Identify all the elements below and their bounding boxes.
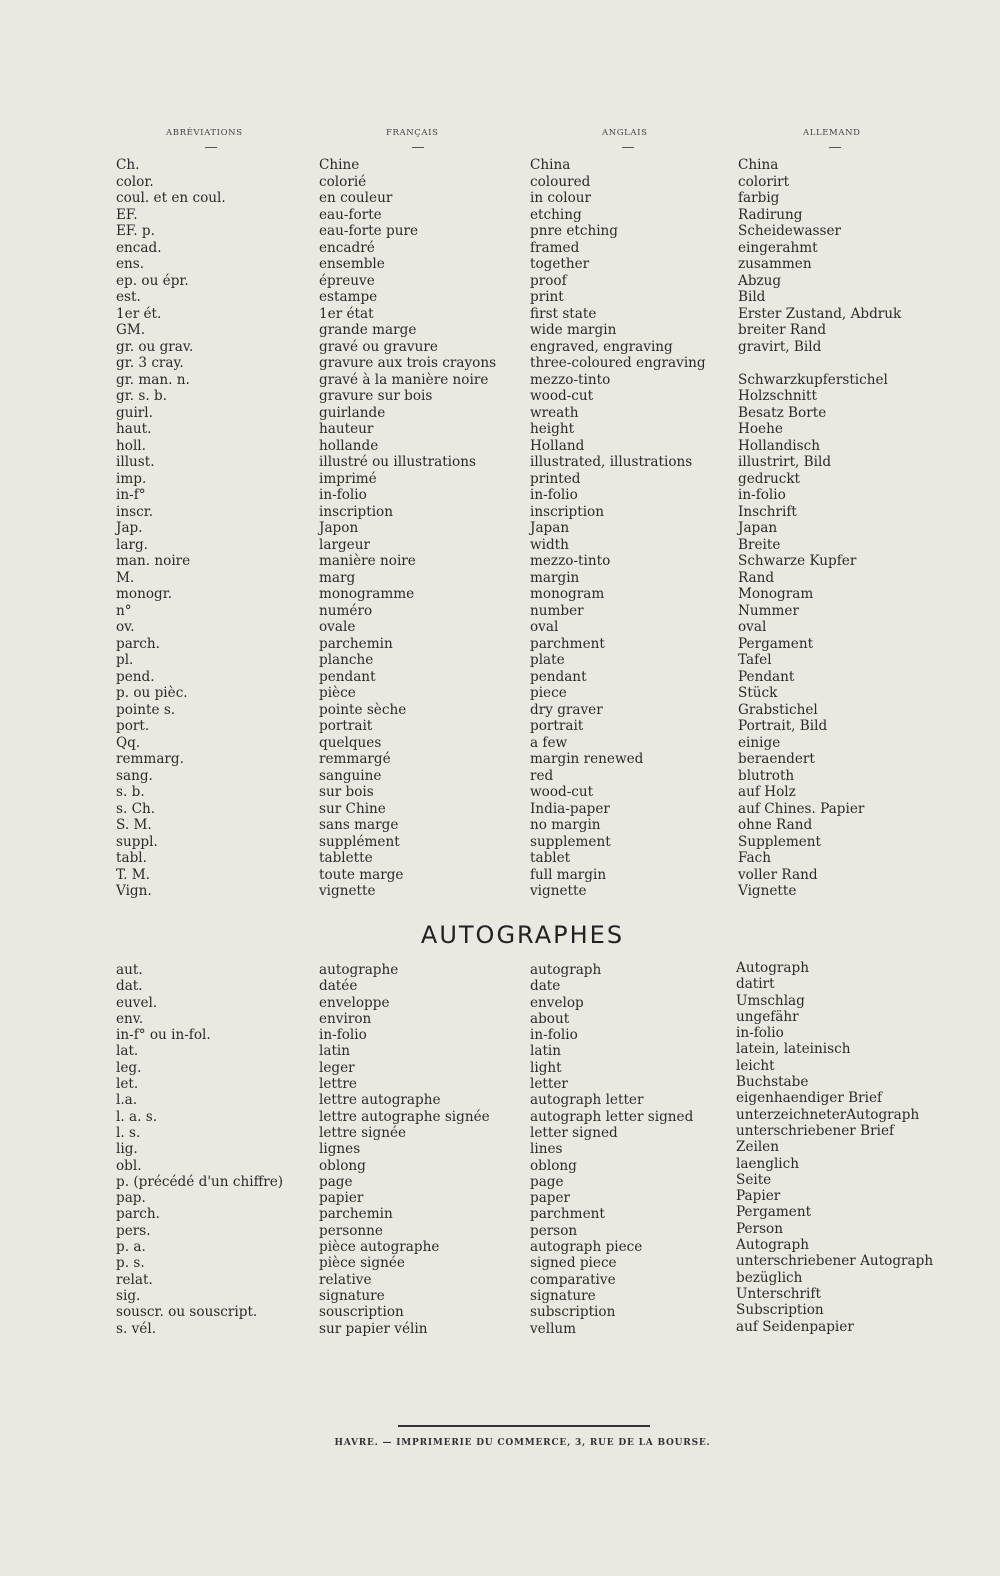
abbreviation-entry: s. b. xyxy=(116,784,145,800)
english-term: three-coloured engraving xyxy=(530,355,706,371)
abbreviation-entry: s. vél. xyxy=(116,1320,157,1337)
english-term: pendant xyxy=(530,668,587,685)
german-term: China xyxy=(738,157,779,173)
french-term: lettre xyxy=(319,1076,357,1093)
header-english: ANGLAIS xyxy=(602,128,648,138)
german-term: gravirt, Bild xyxy=(738,338,822,355)
english-term: China xyxy=(530,157,571,173)
english-term: oval xyxy=(530,619,559,635)
english-term: Japan xyxy=(530,520,570,536)
french-term: épreuve xyxy=(319,272,375,289)
french-term: estampe xyxy=(319,289,378,305)
english-term: parchment xyxy=(530,1206,605,1223)
english-term: autograph xyxy=(530,962,602,978)
german-term: latein, lateinisch xyxy=(736,1041,851,1058)
english-term: first state xyxy=(530,305,597,322)
french-term: ensemble xyxy=(319,256,385,272)
german-term: Holzschnitt xyxy=(738,388,817,404)
german-term: Autograph xyxy=(736,1237,809,1254)
german-term: blutroth xyxy=(738,767,795,784)
english-term: portrait xyxy=(530,718,584,734)
french-term: sanguine xyxy=(319,767,382,784)
english-term: no margin xyxy=(530,817,601,833)
french-term: toute marge xyxy=(319,866,404,883)
french-term: lettre autographe signée xyxy=(319,1108,490,1125)
abbreviation-entry: p. ou pièc. xyxy=(116,685,188,701)
english-term: width xyxy=(530,536,569,553)
french-term: monogramme xyxy=(319,586,415,602)
german-term: auf Seidenpapier xyxy=(736,1318,854,1335)
abbreviation-entry: larg. xyxy=(116,536,148,553)
french-term: signature xyxy=(319,1287,385,1304)
english-term: engraved, engraving xyxy=(530,338,673,355)
french-column xyxy=(319,157,496,900)
header-dash xyxy=(412,147,424,148)
english-term: together xyxy=(530,256,590,272)
english-term: mezzo-tinto xyxy=(530,553,611,569)
german-term: farbig xyxy=(738,190,780,206)
english-term: wood-cut xyxy=(530,784,594,800)
abbreviation-entry: man. noire xyxy=(116,553,191,569)
abbreviation-entry: remmarg. xyxy=(116,751,184,767)
abbreviation-entry: pap. xyxy=(116,1190,146,1207)
german-term: Portrait, Bild xyxy=(738,718,828,734)
german-term: Besatz Borte xyxy=(738,404,827,421)
abbreviation-entry: let. xyxy=(116,1076,139,1093)
german-term xyxy=(738,355,901,372)
abbreviation-entry: p. (précédé d'un chiffre) xyxy=(116,1173,284,1190)
french-term: page xyxy=(319,1173,353,1190)
german-term: oval xyxy=(738,619,767,635)
french-term: gravure aux trois crayons xyxy=(319,355,497,371)
english-term: in-folio xyxy=(530,1027,578,1044)
abbreviation-entry: aut. xyxy=(116,962,143,978)
english-term: oblong xyxy=(530,1157,577,1174)
abbreviation-entry: sig. xyxy=(116,1287,141,1304)
abbreviation-entry: coul. et en coul. xyxy=(116,190,226,206)
german-column xyxy=(738,157,901,900)
english-term: number xyxy=(530,602,584,619)
french-term: lignes xyxy=(319,1141,361,1158)
german-term: Autograph xyxy=(736,960,809,976)
english-term: illustrated, illustrations xyxy=(530,454,693,470)
french-term: oblong xyxy=(319,1157,366,1174)
english-term: mezzo-tinto xyxy=(530,371,611,388)
german-term: Umschlag xyxy=(736,992,805,1009)
german-term: Nummer xyxy=(738,602,799,619)
abbreviation-entry: gr. man. n. xyxy=(116,371,190,388)
english-term: latin xyxy=(530,1043,562,1060)
english-term: person xyxy=(530,1222,578,1239)
abbreviation-entry: pers. xyxy=(116,1222,151,1239)
german-term: Pergament xyxy=(736,1204,812,1221)
abbreviation-entry: pointe s. xyxy=(116,701,176,718)
german-term: ohne Rand xyxy=(738,817,813,833)
german-term: auf Chines. Papier xyxy=(738,800,865,817)
english-term: page xyxy=(530,1173,564,1190)
french-term: tablette xyxy=(319,850,373,866)
english-term: about xyxy=(530,1010,570,1027)
german-term: laenglich xyxy=(736,1155,800,1172)
german-term: breiter Rand xyxy=(738,322,827,338)
english-term: date xyxy=(530,978,561,995)
abbreviation-entry: obl. xyxy=(116,1157,142,1174)
abbreviation-entry: in-f° ou in-fol. xyxy=(116,1027,211,1044)
german-term: unterzeichneterAutograph xyxy=(736,1106,920,1123)
abbreviation-entry: parch. xyxy=(116,635,160,652)
english-term: etching xyxy=(530,206,582,223)
abbreviation-entry: souscr. ou souscript. xyxy=(116,1304,258,1321)
german-term: Pendant xyxy=(738,668,795,685)
abbreviation-entry: guirl. xyxy=(116,404,153,421)
german-term: Schwarzkupferstichel xyxy=(738,371,888,388)
abbreviation-entry: imp. xyxy=(116,470,147,487)
french-term: in-folio xyxy=(319,487,367,503)
abbreviation-entry: tabl. xyxy=(116,850,147,866)
french-term: parchemin xyxy=(319,1206,393,1223)
english-term: margin renewed xyxy=(530,751,644,767)
german-term: Abzug xyxy=(738,272,782,289)
german-term: Scheidewasser xyxy=(738,223,842,239)
german-term: datirt xyxy=(736,976,775,993)
french-term: numéro xyxy=(319,602,373,619)
french-term: pendant xyxy=(319,668,376,685)
german-term: Monogram xyxy=(738,586,814,602)
abbreviation-entry: haut. xyxy=(116,421,152,437)
english-term: framed xyxy=(530,239,580,256)
abbreviation-entry: Ch. xyxy=(116,157,140,173)
abbreviation-entry: illust. xyxy=(116,454,155,470)
french-term: sans marge xyxy=(319,817,399,833)
english-term: wreath xyxy=(530,404,579,421)
french-term: quelques xyxy=(319,734,382,751)
german-term: Pergament xyxy=(738,635,814,652)
english-term: paper xyxy=(530,1190,571,1207)
english-term: signature xyxy=(530,1287,596,1304)
abbreviation-entry: in-f° xyxy=(116,487,146,503)
german-term: zusammen xyxy=(738,256,812,272)
abbreviation-entry: T. M. xyxy=(116,866,150,883)
abbreviation-entry: Qq. xyxy=(116,734,141,751)
french-term: papier xyxy=(319,1190,364,1207)
abbreviation-entry: lig. xyxy=(116,1141,138,1158)
english-term: vellum xyxy=(530,1320,577,1337)
german-term: leicht xyxy=(736,1057,775,1074)
french-term: eau-forte pure xyxy=(319,223,419,239)
abbreviation-entry: inscr. xyxy=(116,503,154,520)
abbreviation-entry: ov. xyxy=(116,619,135,635)
german-term: Breite xyxy=(738,536,781,553)
header-dash xyxy=(205,147,217,148)
french-term: Japon xyxy=(319,520,359,536)
abbreviation-entry: ens. xyxy=(116,256,145,272)
header-french: FRANÇAIS xyxy=(386,128,439,138)
english-term: autograph letter xyxy=(530,1092,644,1109)
french-term: hollande xyxy=(319,437,379,454)
english-term: vignette xyxy=(530,883,587,899)
french-term: vignette xyxy=(319,883,376,899)
german-term: in-folio xyxy=(736,1025,784,1042)
header-german: ALLEMAND xyxy=(803,128,861,138)
french-term: portrait xyxy=(319,718,373,734)
english-term: parchment xyxy=(530,635,605,652)
english-term: printed xyxy=(530,470,581,487)
english-term: height xyxy=(530,421,575,437)
english-term: autograph piece xyxy=(530,1239,643,1256)
english-term: signed piece xyxy=(530,1255,617,1272)
french-term: gravure sur bois xyxy=(319,388,433,404)
abbreviation-entry: suppl. xyxy=(116,833,158,850)
abbreviation-entry: env. xyxy=(116,1010,144,1027)
header-dash xyxy=(622,147,634,148)
french-term: pièce signée xyxy=(319,1255,405,1272)
french-term: souscription xyxy=(319,1304,404,1321)
english-term: print xyxy=(530,289,564,305)
abbreviation-entry: sang. xyxy=(116,767,153,784)
french-term: pointe sèche xyxy=(319,701,407,718)
french-term: lettre signée xyxy=(319,1124,407,1141)
english-term: India-paper xyxy=(530,800,610,817)
german-term: Zeilen xyxy=(736,1139,779,1156)
abbreviation-entry: monogr. xyxy=(116,586,173,602)
german-term: Radirung xyxy=(738,206,803,223)
french-term: en couleur xyxy=(319,190,393,206)
french-term: pièce xyxy=(319,685,356,701)
german-term: Schwarze Kupfer xyxy=(738,553,857,569)
english-term: letter signed xyxy=(530,1124,618,1141)
french-term: manière noire xyxy=(319,553,416,569)
printer-imprint: HAVRE. — IMPRIMERIE DU COMMERCE, 3, RUE DE LA BOURSE. xyxy=(334,1438,711,1448)
french-term: sur bois xyxy=(319,784,374,800)
french-term: in-folio xyxy=(319,1027,367,1044)
abbreviation-entry: relat. xyxy=(116,1271,153,1288)
english-term: plate xyxy=(530,652,565,668)
german-term: Vignette xyxy=(738,883,797,899)
abbreviation-entry: pl. xyxy=(116,652,134,668)
german-term: Erster Zustand, Abdruk xyxy=(738,305,902,322)
abbreviation-entry: n° xyxy=(116,602,132,619)
french-term: inscription xyxy=(319,503,393,520)
autographes-abbreviations-column xyxy=(116,962,283,1337)
english-term: margin xyxy=(530,569,580,586)
abbreviation-entry: ep. ou épr. xyxy=(116,272,189,289)
english-term: piece xyxy=(530,685,567,701)
english-term: light xyxy=(530,1059,562,1076)
header-abbreviations: ABRÉVIATIONS xyxy=(166,128,243,138)
french-term: sur Chine xyxy=(319,800,386,817)
english-term: subscription xyxy=(530,1304,616,1321)
abbreviation-entry: gr. ou grav. xyxy=(116,338,194,355)
english-term: envelop xyxy=(530,994,584,1011)
german-term: gedruckt xyxy=(738,470,801,487)
english-term: dry graver xyxy=(530,701,603,718)
french-term: gravé à la manière noire xyxy=(319,371,489,388)
abbreviation-entry: p. s. xyxy=(116,1255,145,1272)
english-term: supplement xyxy=(530,833,611,850)
french-term: illustré ou illustrations xyxy=(319,454,476,470)
german-term: Unterschrift xyxy=(736,1285,821,1302)
french-term: ovale xyxy=(319,619,356,635)
french-term: colorié xyxy=(319,173,367,190)
french-term: autographe xyxy=(319,962,399,978)
abbreviation-entry: holl. xyxy=(116,437,146,454)
abbreviation-entry: GM. xyxy=(116,322,146,338)
german-term: Seite xyxy=(736,1171,772,1188)
german-term: Inschrift xyxy=(738,503,797,520)
french-term: imprimé xyxy=(319,470,377,487)
abbreviation-entry: p. a. xyxy=(116,1239,146,1256)
french-term: guirlande xyxy=(319,404,386,421)
german-term: ungefähr xyxy=(736,1008,799,1025)
abbreviation-entry: parch. xyxy=(116,1206,160,1223)
abbreviation-entry: S. M. xyxy=(116,817,152,833)
french-term: 1er état xyxy=(319,305,374,322)
english-term: proof xyxy=(530,272,567,289)
french-term: remmargé xyxy=(319,751,391,767)
abbreviation-entry: est. xyxy=(116,289,141,305)
abbreviation-entry: lat. xyxy=(116,1043,139,1060)
german-term: Fach xyxy=(738,850,771,866)
abbreviation-entry: 1er ét. xyxy=(116,305,162,322)
german-term: colorirt xyxy=(738,173,790,190)
abbreviation-entry: M. xyxy=(116,569,135,586)
french-term: relative xyxy=(319,1271,372,1288)
german-term: Hollandisch xyxy=(738,437,820,454)
header-dash xyxy=(829,147,841,148)
abbreviations-column xyxy=(116,157,226,900)
german-term: Japan xyxy=(738,520,778,536)
english-term: in-folio xyxy=(530,487,578,503)
abbreviation-entry: l.a. xyxy=(116,1092,138,1109)
autographes-german-column xyxy=(736,960,933,1335)
autographes-french-column xyxy=(319,962,490,1337)
french-term: leger xyxy=(319,1059,355,1076)
abbreviation-entry: EF. p. xyxy=(116,223,155,239)
french-term: environ xyxy=(319,1010,372,1027)
english-term: wide margin xyxy=(530,322,617,338)
abbreviation-entry: leg. xyxy=(116,1059,142,1076)
german-term: unterschriebener Autograph xyxy=(736,1253,934,1270)
german-term: Hoehe xyxy=(738,421,783,437)
german-term: in-folio xyxy=(738,487,786,503)
english-column xyxy=(530,157,706,900)
english-term: lines xyxy=(530,1141,563,1158)
french-term: marg xyxy=(319,569,356,586)
french-term: gravé ou gravure xyxy=(319,338,438,355)
abbreviation-entry: s. Ch. xyxy=(116,800,156,817)
german-term: illustrirt, Bild xyxy=(738,454,832,470)
footer-rule xyxy=(398,1425,650,1427)
english-term: wood-cut xyxy=(530,388,594,404)
german-term: Bild xyxy=(738,289,766,305)
french-term: hauteur xyxy=(319,421,374,437)
abbreviation-entry: dat. xyxy=(116,978,143,995)
german-term: bezüglich xyxy=(736,1269,803,1286)
german-term: auf Holz xyxy=(738,784,796,800)
english-term: inscription xyxy=(530,503,604,520)
german-term: Person xyxy=(736,1220,783,1237)
german-term: voller Rand xyxy=(738,866,818,883)
french-term: grande marge xyxy=(319,322,417,338)
abbreviation-entry: pend. xyxy=(116,668,155,685)
english-term: monogram xyxy=(530,586,605,602)
abbreviation-entry: l. a. s. xyxy=(116,1108,158,1125)
french-term: supplément xyxy=(319,833,400,850)
french-term: pièce autographe xyxy=(319,1239,440,1256)
french-term: latin xyxy=(319,1043,351,1060)
autographes-english-column xyxy=(530,962,693,1337)
french-term: planche xyxy=(319,652,374,668)
german-term: Supplement xyxy=(738,833,822,850)
english-term: red xyxy=(530,767,554,784)
german-term: einige xyxy=(738,734,781,751)
german-term: eigenhaendiger Brief xyxy=(736,1090,883,1107)
french-term: encadré xyxy=(319,239,375,256)
german-term: beraendert xyxy=(738,751,815,767)
german-term: eingerahmt xyxy=(738,239,818,256)
french-term: eau-forte xyxy=(319,206,382,223)
french-term: sur papier vélin xyxy=(319,1320,428,1337)
english-term: pnre etching xyxy=(530,223,619,239)
english-term: letter xyxy=(530,1076,568,1093)
english-term: coloured xyxy=(530,173,591,190)
abbreviation-entry: gr. s. b. xyxy=(116,388,167,404)
french-term: datée xyxy=(319,978,358,995)
english-term: Holland xyxy=(530,437,585,454)
german-term: Stück xyxy=(738,685,778,701)
abbreviation-entry: port. xyxy=(116,718,150,734)
abbreviation-entry: color. xyxy=(116,173,154,190)
english-term: autograph letter signed xyxy=(530,1108,694,1125)
abbreviation-entry: encad. xyxy=(116,239,162,256)
abbreviation-entry: l. s. xyxy=(116,1124,141,1141)
german-term: unterschriebener Brief xyxy=(736,1122,895,1139)
french-term: parchemin xyxy=(319,635,393,652)
german-term: Tafel xyxy=(738,652,772,668)
german-term: Subscription xyxy=(736,1302,824,1319)
english-term: a few xyxy=(530,734,568,751)
english-term: tablet xyxy=(530,850,571,866)
french-term: lettre autographe xyxy=(319,1092,441,1109)
french-term: personne xyxy=(319,1222,383,1239)
abbreviation-entry: Jap. xyxy=(116,520,143,536)
english-term: comparative xyxy=(530,1271,616,1288)
german-term: Rand xyxy=(738,569,775,586)
abbreviation-entry: Vign. xyxy=(116,883,152,899)
abbreviation-entry: gr. 3 cray. xyxy=(116,355,184,371)
german-term: Buchstabe xyxy=(736,1074,809,1091)
french-term: enveloppe xyxy=(319,994,390,1011)
english-term: in colour xyxy=(530,190,592,206)
french-term: Chine xyxy=(319,157,360,173)
french-term: largeur xyxy=(319,536,370,553)
english-term: full margin xyxy=(530,866,607,883)
abbreviation-entry: euvel. xyxy=(116,994,158,1011)
abbreviation-entry: EF. xyxy=(116,206,138,223)
german-term: Papier xyxy=(736,1188,781,1205)
section-title-autographes: AUTOGRAPHES xyxy=(420,921,625,949)
german-term: Grabstichel xyxy=(738,701,818,718)
